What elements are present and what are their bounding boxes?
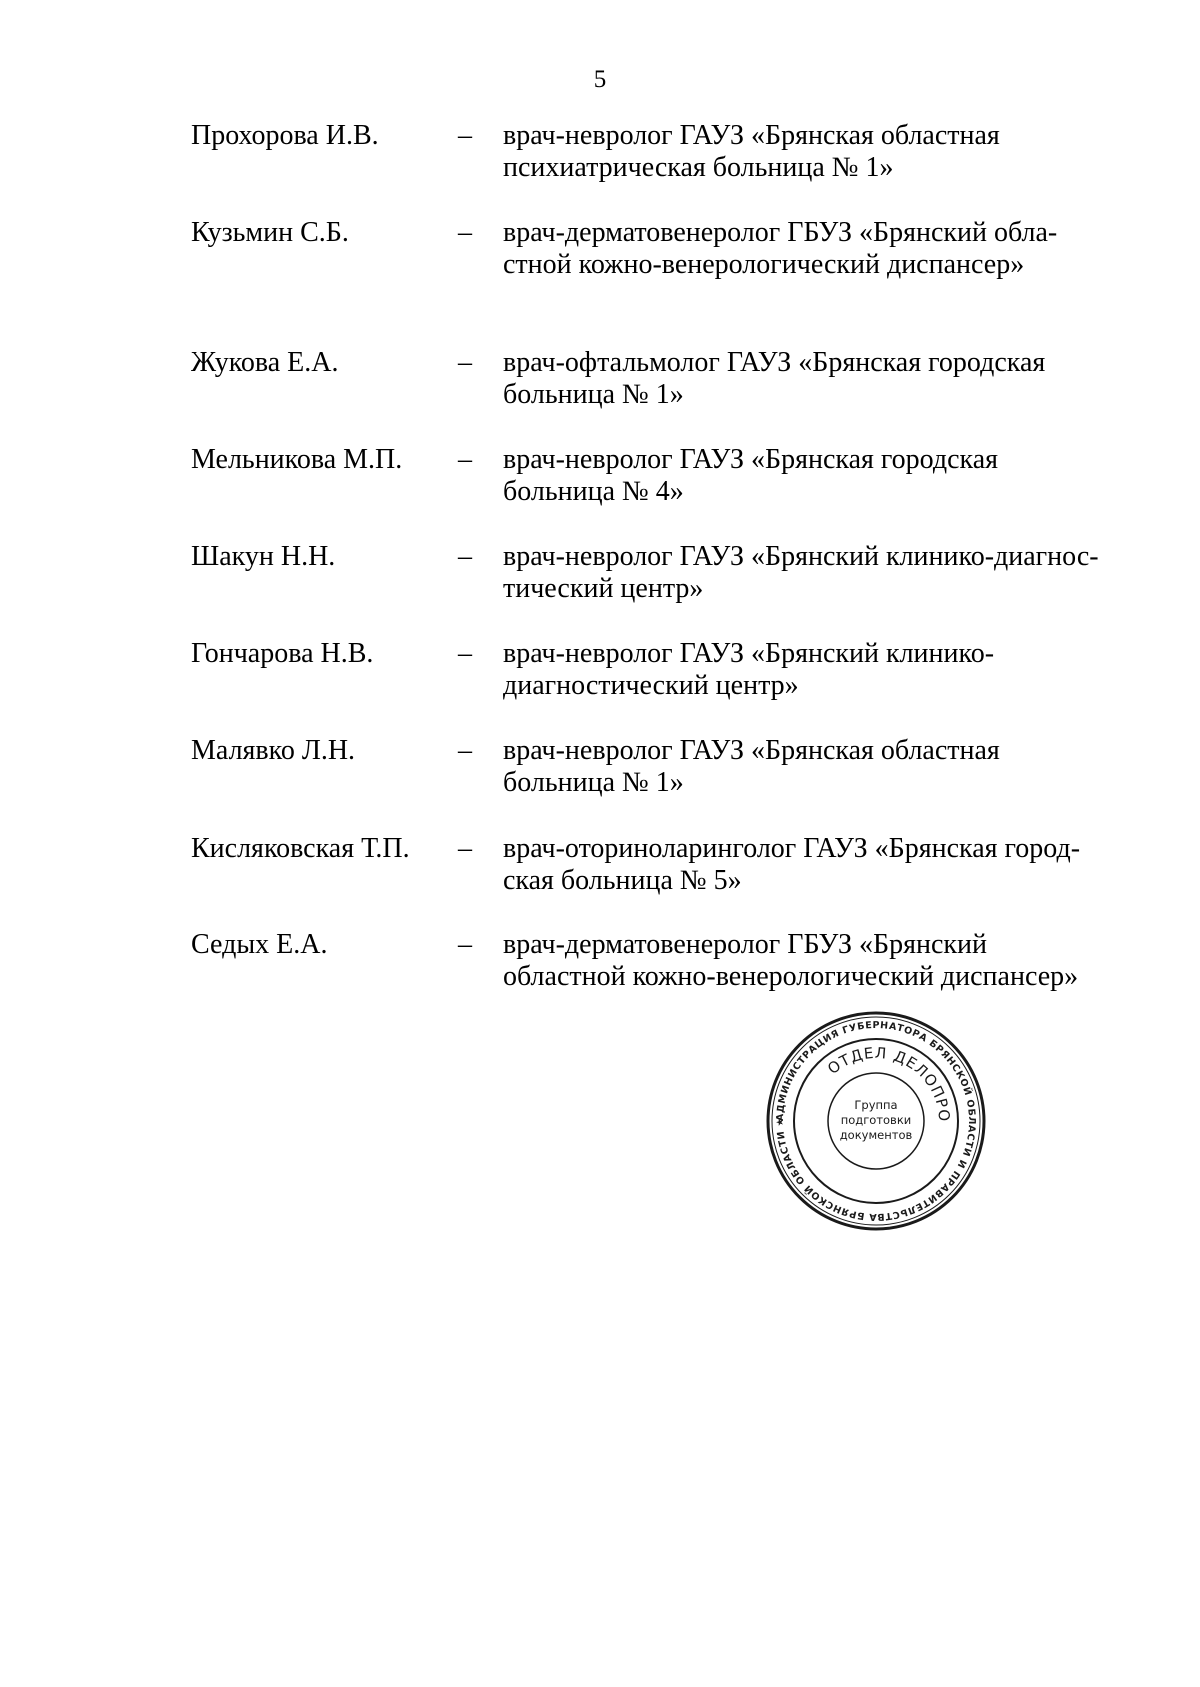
role-line: тический центр» <box>503 573 704 604</box>
role-line: диагностический центр» <box>503 670 799 701</box>
person-role <box>503 541 1113 605</box>
seal-center-line: подготовки <box>840 1113 912 1127</box>
person-name: Кисляковская Т.П. <box>191 833 410 864</box>
person-name: Мельникова М.П. <box>191 444 403 475</box>
person-name: Гончарова Н.В. <box>191 638 374 669</box>
role-line: врач-дерматовенеролог ГБУЗ «Брянский <box>503 929 987 960</box>
list-entry <box>0 217 1200 287</box>
seal-center-line: Группа <box>854 1098 898 1112</box>
dash-separator: – <box>458 638 472 669</box>
person-name: Жукова Е.А. <box>191 347 339 378</box>
person-role <box>503 735 1113 799</box>
dash-separator: – <box>458 347 472 378</box>
role-line: врач-невролог ГАУЗ «Брянский клинико- <box>503 638 995 669</box>
seal-outer-text: АДМИНИСТРАЦИЯ ГУБЕРНАТОРА БРЯНСКОЙ ОБЛАСТИ И ПРАВИТЕЛЬСТВА БРЯНСКОЙ ОБЛАСТИ ★ <box>774 1019 978 1223</box>
seal-department-text: ОТДЕЛ ДЕЛОПРО <box>824 1043 954 1123</box>
list-entry <box>0 929 1200 999</box>
list-entry <box>0 735 1200 805</box>
role-line: ская больница № 5» <box>503 865 742 896</box>
list-entry <box>0 833 1200 903</box>
role-line: врач-невролог ГАУЗ «Брянский клинико-диагнос- <box>503 541 1099 572</box>
person-role <box>503 217 1113 281</box>
list-entry <box>0 120 1200 190</box>
dash-separator: – <box>458 833 472 864</box>
person-name: Малявко Л.Н. <box>191 735 356 766</box>
person-role <box>503 120 1113 184</box>
role-line: больница № 1» <box>503 767 684 798</box>
role-line: врач-офтальмолог ГАУЗ «Брянская городская <box>503 347 1046 378</box>
role-line: врач-невролог ГАУЗ «Брянская областная <box>503 735 1000 766</box>
list-entry <box>0 444 1200 514</box>
person-role <box>503 444 1113 508</box>
seal-center-text <box>840 1098 913 1142</box>
role-line: больница № 4» <box>503 476 684 507</box>
list-entry <box>0 541 1200 611</box>
role-line: областной кожно-венерологический диспансер» <box>503 961 1079 992</box>
role-line: стной кожно-венерологический диспансер» <box>503 249 1025 280</box>
role-line: врач-дерматовенеролог ГБУЗ «Брянский обла- <box>503 217 1058 248</box>
role-line: врач-невролог ГАУЗ «Брянская областная <box>503 120 1000 151</box>
person-role <box>503 833 1113 897</box>
dash-separator: – <box>458 735 472 766</box>
role-line: врач-оториноларинголог ГАУЗ «Брянская город- <box>503 833 1081 864</box>
person-name: Прохорова И.В. <box>191 120 379 151</box>
dash-separator: – <box>458 217 472 248</box>
person-role <box>503 929 1113 993</box>
list-entry <box>0 638 1200 708</box>
dash-separator: – <box>458 929 472 960</box>
office-seal-stamp <box>765 1010 987 1232</box>
seal-graphic <box>765 1010 987 1232</box>
person-name: Шакун Н.Н. <box>191 541 336 572</box>
dash-separator: – <box>458 541 472 572</box>
person-name: Кузьмин С.Б. <box>191 217 349 248</box>
role-line: врач-невролог ГАУЗ «Брянская городская <box>503 444 999 475</box>
person-role <box>503 638 1113 702</box>
dash-separator: – <box>458 444 472 475</box>
person-name: Седых Е.А. <box>191 929 328 960</box>
role-line: психиатрическая больница № 1» <box>503 152 894 183</box>
list-entry <box>0 347 1200 417</box>
page-number: 5 <box>593 66 607 93</box>
role-line: больница № 1» <box>503 379 684 410</box>
person-role <box>503 347 1113 411</box>
seal-center-line: документов <box>839 1128 913 1142</box>
dash-separator: – <box>458 120 472 151</box>
